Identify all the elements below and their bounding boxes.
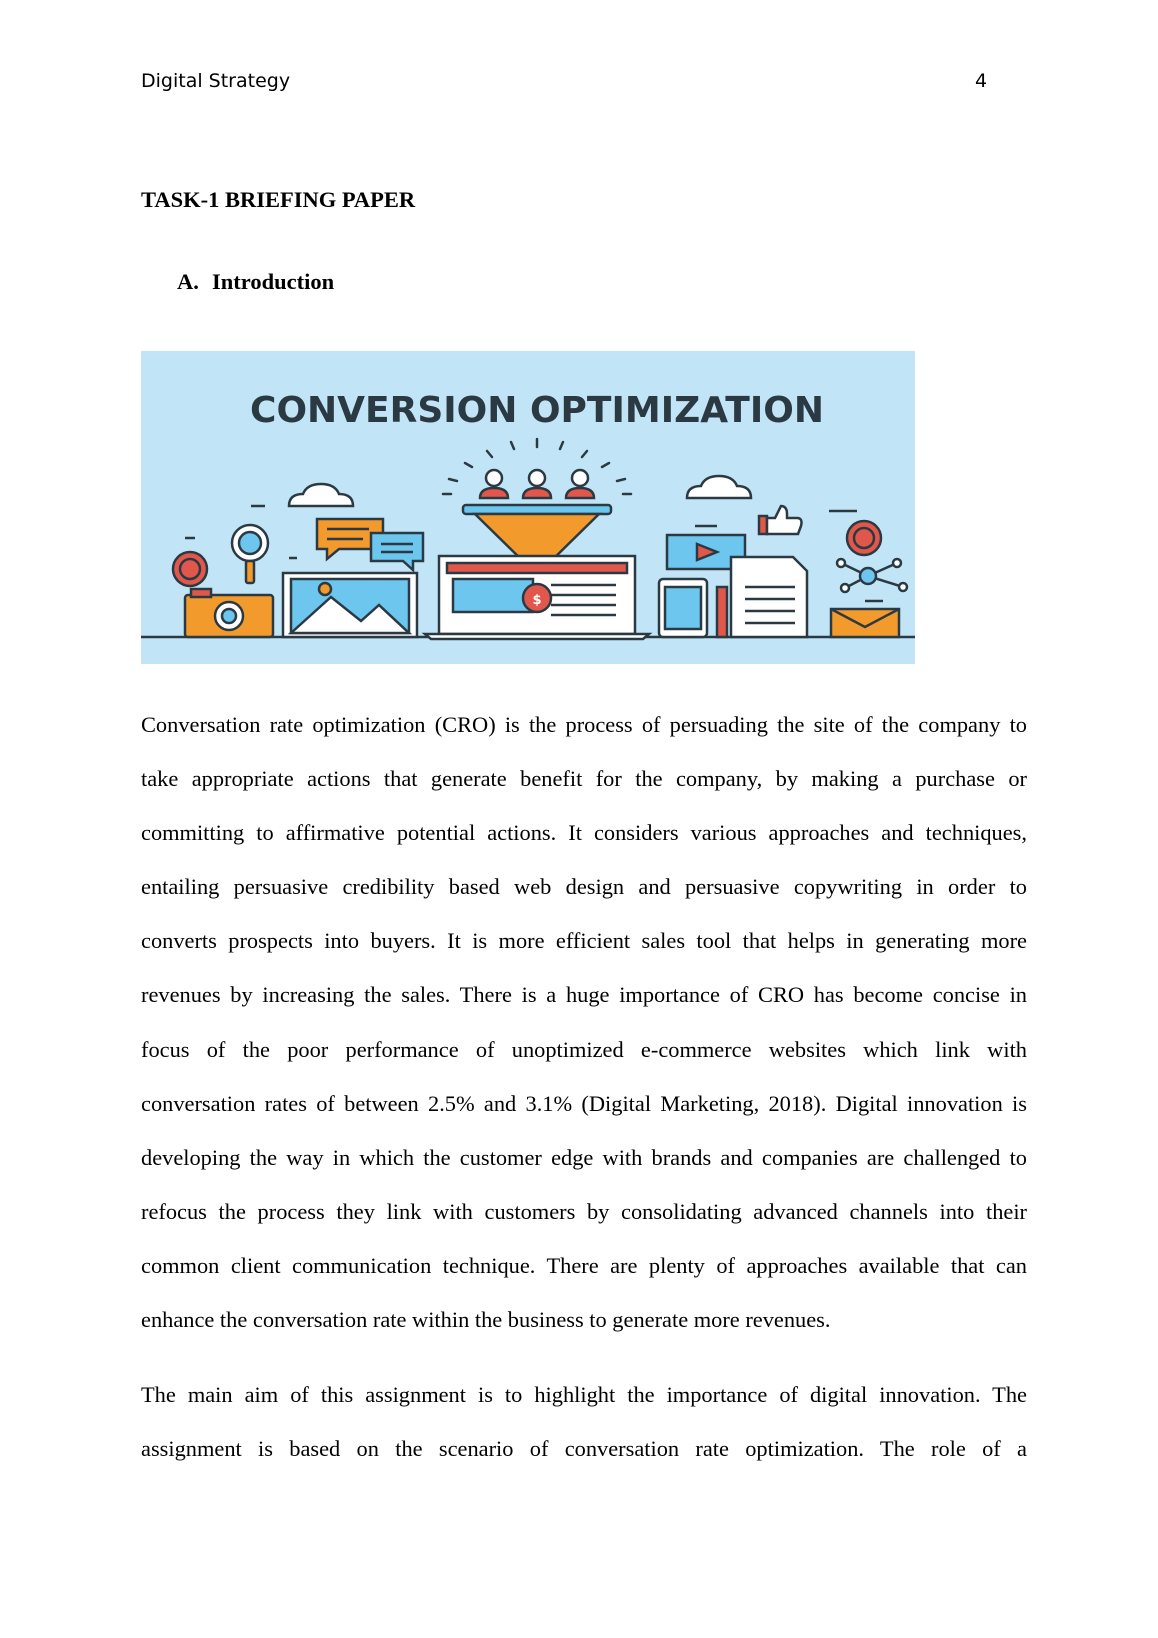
- paragraph-line: developing the way in which the customer edge with brands and companies are challenged to: [141, 1144, 1027, 1170]
- paragraph-line: converts prospects into buyers. It is more efficient sales tool that helps in generating more: [141, 928, 1027, 954]
- section-marker: A.: [177, 269, 199, 294]
- running-header-title: Digital Strategy: [141, 70, 291, 92]
- paragraph-line: take appropriate actions that generate benefit for the company, by making a purchase or: [141, 766, 1027, 792]
- paragraph-line: The main aim of this assignment is to highlight the importance of digital innovation. The: [141, 1382, 1027, 1407]
- users-icon: [480, 470, 594, 498]
- paragraph-line: conversation rates of between 2.5% and 3.1% (Digital Marketing, 2018). Digital innovation is: [141, 1090, 1027, 1116]
- paragraph-1: [141, 698, 1027, 1347]
- section-heading: [177, 269, 334, 295]
- paragraph-line: revenues by increasing the sales. There is a huge importance of CRO has become concise in: [141, 982, 1027, 1008]
- paragraph-line: refocus the process they link with customers by consolidating advanced channels into their: [141, 1198, 1027, 1224]
- envelope-icon: [831, 609, 899, 637]
- paragraph-line: Conversation rate optimization (CRO) is the process of persuading the site of the company to: [141, 712, 1027, 737]
- paragraph-line: focus of the poor performance of unoptimized e-commerce websites which link with: [141, 1036, 1027, 1062]
- document-icon: [731, 557, 807, 637]
- laptop-icon: [425, 556, 649, 639]
- paragraph-line: enhance the conversation rate within the business to generate more revenues.: [141, 1307, 831, 1333]
- paragraph-line: assignment is based on the scenario of conversation rate optimization. The role of a: [141, 1436, 1027, 1462]
- section-title: Introduction: [212, 269, 335, 294]
- page-number: 4: [975, 70, 988, 92]
- conversion-optimization-illustration: [141, 351, 915, 664]
- paragraph-line: committing to affirmative potential actions. It considers various approaches and techniques,: [141, 820, 1027, 846]
- page-heading: TASK-1 BRIEFING PAPER: [141, 187, 416, 212]
- camera-icon: [185, 589, 273, 637]
- image-icon: [283, 573, 417, 637]
- paragraph-line: entailing persuasive credibility based web design and persuasive copywriting in order to: [141, 874, 1027, 900]
- banner-title: CONVERSION OPTIMIZATION: [250, 390, 824, 431]
- coin-symbol: $: [532, 593, 542, 608]
- paragraph-line: common client communication technique. There are plenty of approaches available that can: [141, 1252, 1027, 1278]
- paragraph-2: [141, 1368, 1027, 1476]
